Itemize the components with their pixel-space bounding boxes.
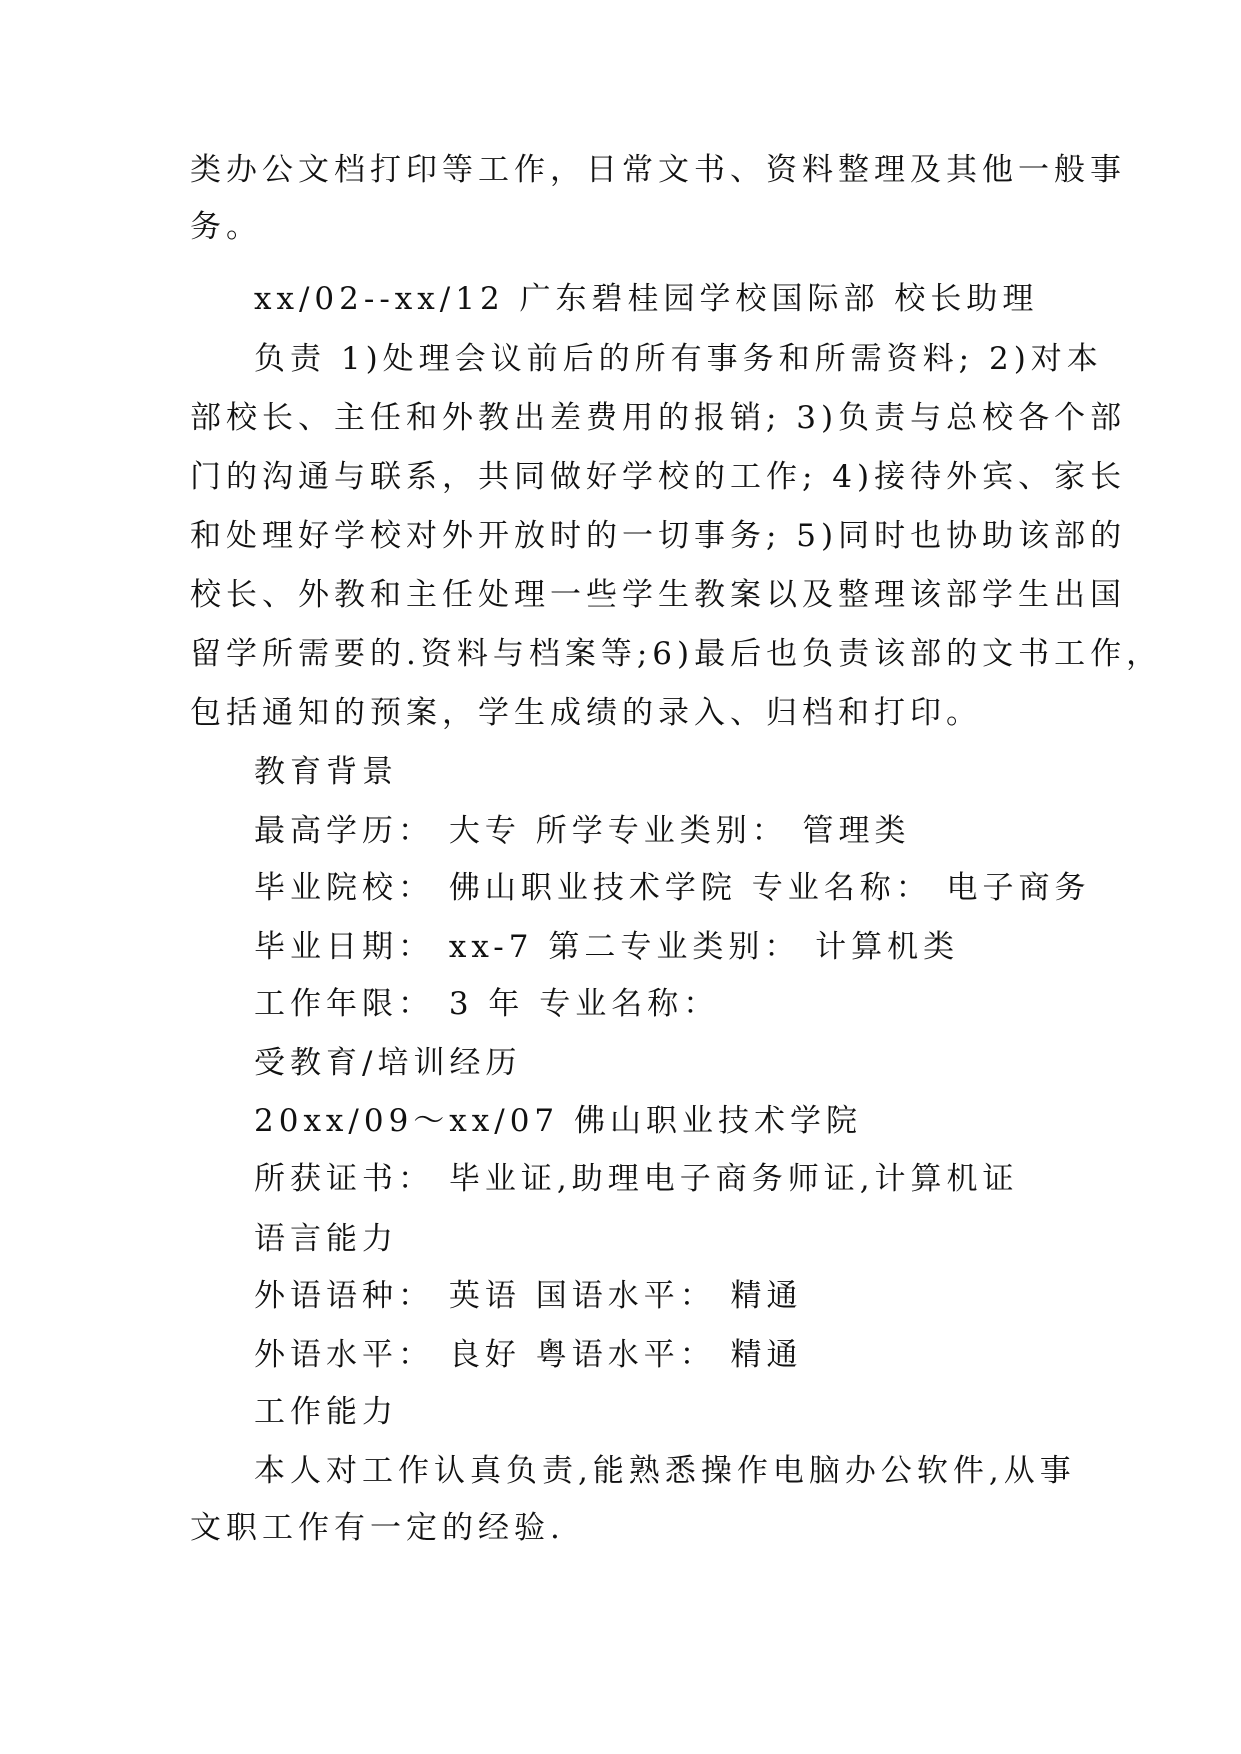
text-line: 本人对工作认真负责,能熟悉操作电脑办公软件,从事 [254,1453,1076,1489]
info-line: 最高学历： 大专 所学专业类别： 管理类 [254,813,911,849]
info-line: 所获证书： 毕业证,助理电子商务师证,计算机证 [254,1161,1019,1197]
info-line: 20xx/09～xx/07 佛山职业技术学院 [254,1103,863,1139]
text-line: 包括通知的预案，学生成绩的录入、归档和打印。 [190,695,982,731]
text-line: 文职工作有一定的经验. [190,1510,565,1546]
section-heading-training: 受教育/培训经历 [254,1045,522,1081]
text-line: 部校长、主任和外教出差费用的报销; 3)负责与总校各个部 [190,400,1127,436]
info-line: 毕业院校： 佛山职业技术学院 专业名称： 电子商务 [254,870,1091,906]
text-line: 留学所需要的.资料与档案等;6)最后也负责该部的文书工作， [190,636,1163,672]
info-line: 工作年限： 3 年 专业名称： [254,986,720,1022]
text-line: 校长、外教和主任处理一些学生教案以及整理该部学生出国 [190,577,1126,613]
info-line: 外语水平： 良好 粤语水平： 精通 [254,1337,803,1373]
job-entry-line: xx/02--xx/12 广东碧桂园学校国际部 校长助理 [254,281,1039,317]
section-heading-work-ability: 工作能力 [254,1394,398,1430]
section-heading-education: 教育背景 [254,754,398,790]
text-line: 和处理好学校对外开放时的一切事务; 5)同时也协助该部的 [190,518,1127,554]
text-line: 门的沟通与联系，共同做好学校的工作; 4)接待外宾、家长 [190,459,1127,495]
text-line: 务。 [190,209,262,245]
info-line: 毕业日期： xx-7 第二专业类别： 计算机类 [254,929,960,965]
info-line: 外语语种： 英语 国语水平： 精通 [254,1278,803,1314]
section-heading-language: 语言能力 [254,1221,398,1257]
text-line: 负责 1)处理会议前后的所有事务和所需资料; 2)对本 [254,341,1103,377]
text-line: 类办公文档打印等工作，日常文书、资料整理及其他一般事 [190,152,1126,188]
